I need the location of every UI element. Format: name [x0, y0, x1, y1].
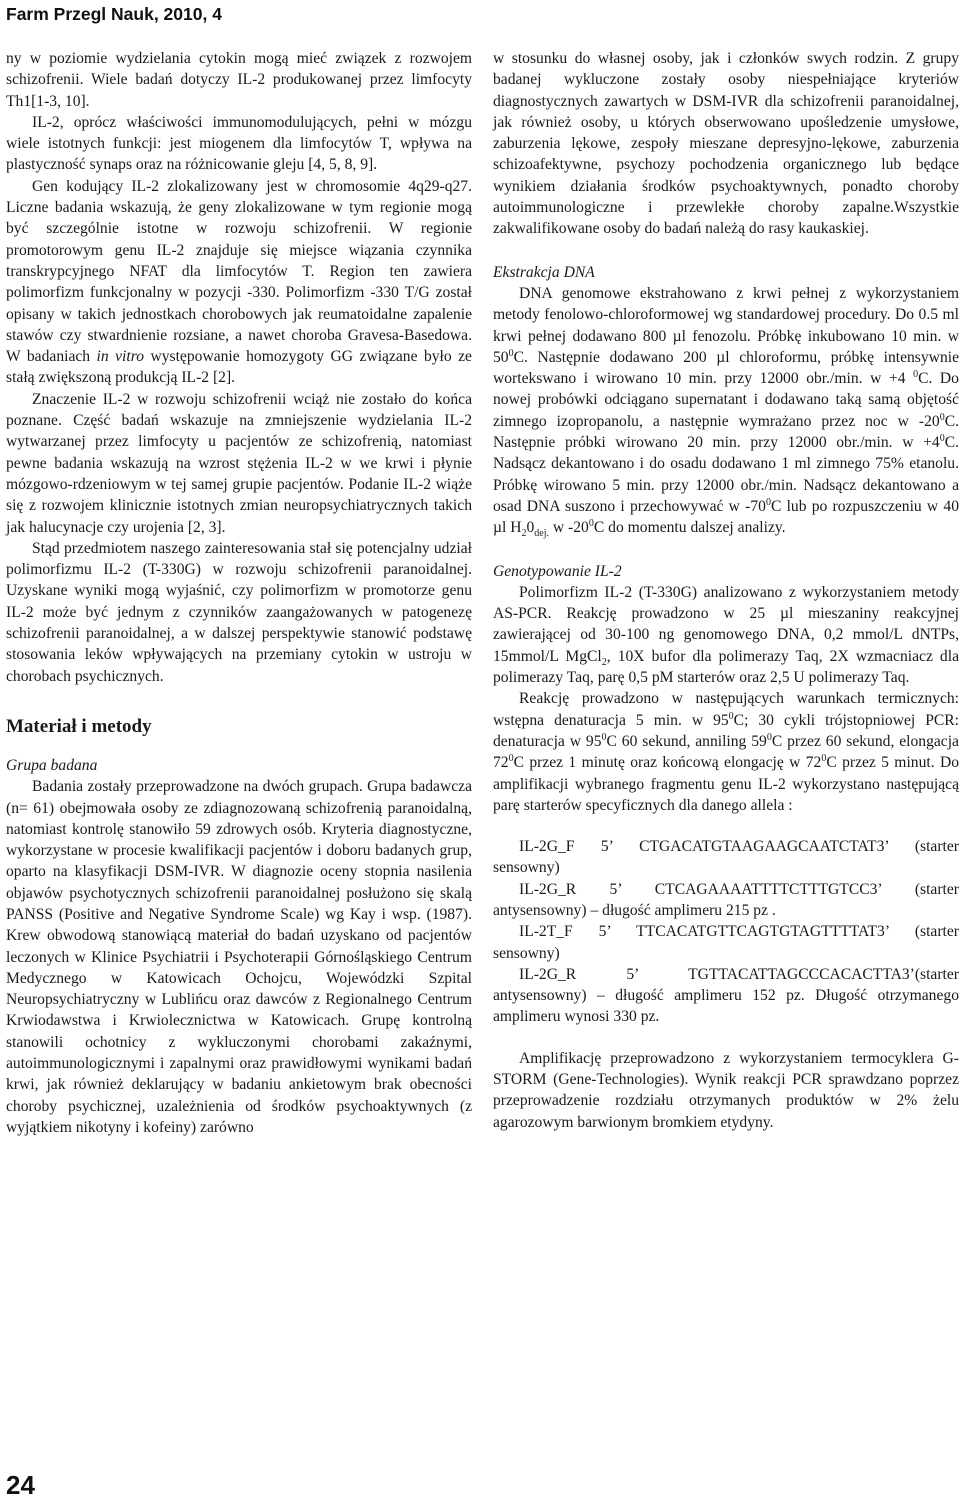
paragraph-text: C lub po rozpuszczeniu w 40 µl H	[493, 497, 959, 537]
spacer	[493, 1028, 959, 1048]
paragraph-text: w -20	[549, 519, 589, 537]
paragraph-text: Polimorfizm IL-2 (T-330G) analizowano z wykorzystaniem metody AS-PCR. Reakcję prowadzono w 25 µl mieszaniny reakcyjnej zawierającej od 30-100 ng genomowego DNA, 0,2 mmol/L dNTPs, 15mmol/L MgCl	[493, 583, 959, 665]
paragraph-text: C 60 sekund, anniling 59	[606, 732, 767, 750]
italic-term: in vitro	[96, 348, 145, 366]
page-number: 24	[6, 1470, 35, 1500]
superscript: 0	[765, 496, 771, 508]
superscript: 0	[601, 731, 607, 743]
paragraph	[493, 283, 959, 539]
paragraph-text: DNA genomowe ekstrahowano z krwi pełnej z wykorzystaniem metody fenolowo-chloroformowej wg standardowej procedury. Do 0.5 ml krwi pełnej dodawano 800 µl fenozolu. Próbkę inkubowano 10 min. w 50	[493, 284, 959, 366]
paragraph: ny w poziomie wydzielania cytokin mogą mieć związek z rozwojem schizofrenii. Wiele badań dotyczy IL-2 produkowanej przez limfocyty Th1[1-3, 10].	[6, 50, 472, 110]
paragraph-text: C. Nadsącz dekantowano i do osadu dodawano 1 ml zimnego 75% etanolu. Próbkę wirowano 5 min. przy 12000 obr./min. Nadsącz dekantowano a osad DNA suszono i przechowywać w -70	[493, 434, 959, 515]
spacer	[493, 816, 959, 836]
superscript: 0	[508, 347, 514, 359]
paragraph-text: Gen kodujący IL-2 zlokalizowany jest w chromosomie 4q29-q27. Liczne badania wskazują, że geny zlokalizowane w tym regionie mogą być szczególnie istotne w rozwoju schizofrenii. W regionie promotorowym genu IL-2 znajduje się miejsce wiązania czynnika transkrypcyjnego NFAT dla limfocytów T. Region ten zawiera polimorfizm funkcjonalny w pozycji -330. Polimorfizm -330 T/G został opisany w takich jednostkach chorobowych jak reumatoidalne zapalenie stawów czy stwardnienie rozsiane, a nawet choroba Gravesa-Basedowa. W badaniach	[6, 177, 472, 366]
paragraph: Badania zostały przeprowadzone na dwóch grupach. Grupa badawcza (n= 61) obejmowała osoby ze zdiagnozowaną schizofrenią paranoidalną, natomiast kontrolę stanowiło 59 zdrowych osób. Kryteria diagnostyczne, wykorzystane w procesie kwalifikacji pacjentów i doboru badanych grup, oparto na klasyfikacji DSM-IVR. W diagnozie oceny stopnia nasilenia objawów psychotycznych schizofrenii paranoidalnej posłużono się skalą PANSS (Positive and Negative Syndrome Scale) wg Kay i wsp. (1987). Krew obwodową stanowiącą materiał do badań uzyskano od pacjentów leczonych w Klinice Psychiatrii i Psychoterapii Górnośląskiego Centrum Medycznego w Katowicach Ochojcu, Wojewódzki Szpital Neuropsychiatryczny w Lublińcu oraz dawców z Regionalnego Centrum Krwiodawstwa i Krwiolecznictwa w Katowicach. Grupę kontrolną stanowili ochotnicy z wykluczonymi chorobami zakaźnymi, autoimmunologicznymi i zapalnymi oraz prawidłowymi wynikami badań krwi, jak również deklarujący w badaniu ankietowym brak obecności choroby psychicznej, uzależnienia od środków psychoaktywnych (z wyjątkiem nikotyny i kofeiny) zarówno	[6, 778, 472, 1136]
paragraph-text: C. Następnie próbki wirowano 20 min. przy 12000 obr./min. w +4	[493, 412, 959, 452]
paragraph	[493, 688, 959, 816]
primer-sequence: IL-2G_R 5’ TGTTACATTAGCCCACACTTA3’(starter antysensowny) – długość amplimeru 152 pz. Długość otrzymanego amplimeru wynosi 330 pz.	[493, 965, 959, 1026]
spacer	[493, 240, 959, 262]
subsection-title: Ekstrakcja DNA	[493, 263, 595, 281]
superscript: 0	[766, 731, 772, 743]
subsection-title: Grupa badana	[6, 756, 98, 774]
paragraph-text: C do momentu dalszej analizy.	[593, 519, 786, 537]
paragraph-text: C. Następnie dodawano 200 µl chloroformu, próbkę intensywnie wortekswano i wirowano 10 min. przy 12000 obr./min. w +4	[493, 348, 959, 388]
paragraph-text: C. Do nowej probówki odciągano supernatant i dodawano taką samą objętość zimnego izopropanolu, a następnie wymrażano przez noc w -20	[493, 370, 959, 430]
paragraph: Znaczenie IL-2 w rozwoju schizofrenii wciąż nie zostało do końca poznane. Część badań wskazuje na zmniejszenie wydzielania IL-2 wytwarzanej przez limfocyty u pacjentów ze schizofrenią, natomiast pewne badania wskazują na wzrost stężenia IL-2 w we krwi i płynie mózgowo-rdzeniowym w tej samej grupie pacjentów. Podanie IL-2 wiąże się z rozwojem klinicznie istotnych zmian neuropsychiatrycznych takich jak halucynacje czy urojenia [2, 3].	[6, 390, 472, 536]
paragraph	[493, 582, 959, 688]
paragraph-text: C przez 60 sekund, elongacja 72	[493, 732, 959, 772]
primer-sequence: IL-2G_R 5’ CTCAGAAAATTTTCTTTGTCC3’ (starter antysensowny) – długość amplimeru 215 pz .	[493, 880, 959, 919]
subscript: 2	[601, 656, 607, 668]
paragraph-text: Reakcję prowadzono w następujących warunkach termicznych: wstępna denaturacja 5 min. w 95	[493, 690, 959, 729]
subsection-title: Genotypowanie IL-2	[493, 562, 622, 580]
superscript: 0	[913, 368, 919, 380]
superscript: 0	[821, 753, 827, 765]
paragraph-text: 0	[526, 519, 535, 537]
primer-sequence: IL-2G_F 5’ CTGACATGTAAGAAGCAATCTAT3’ (starter sensowny)	[493, 838, 959, 877]
superscript: 0	[939, 411, 945, 423]
paragraph-text: występowanie homozygoty GG związane było ze stałą zwiększoną produkcją IL-2 [2].	[6, 348, 472, 387]
subscript: 2	[521, 528, 527, 540]
section-title: Materiał i metody	[6, 715, 152, 737]
left-column	[6, 48, 472, 1138]
paragraph-text: C przez 5 minut. Do amplifikacji wybranego fragmentu genu IL-2 wykorzystano następującą parę starterów specyficznych dla danego allela :	[493, 754, 959, 814]
paragraph-text: C przez 1 minutę oraz końcową elongację w 72	[513, 754, 822, 772]
superscript: 0	[728, 710, 734, 722]
primer-sequence: IL-2T_F 5’ TTCACATGTTCAGTGTAGTTTTAT3’ (starter sensowny)	[493, 923, 959, 962]
paragraph: Amplifikację przeprowadzono z wykorzystaniem termocyklera G-STORM (Gene-Technologies). Wynik reakcji PCR sprawdzano poprzez przeprowadzenie rozdziału otrzymanych produktów w 2% żelu agarozowym barwionym bromkiem etydyny.	[493, 1049, 959, 1131]
superscript: 0	[508, 753, 514, 765]
spacer	[493, 539, 959, 561]
paragraph: w stosunku do własnej osoby, jak i członków swych rodzin. Z grupy badanej wykluczone zostały osoby niespełniające kryteriów diagnostycznych zawartych w DSM-IVR dla schizofrenii paranoidalnej, jak również osoby, u których obserwowano upośledzenie umysłowe, zaburzenia lękowe, zespoły mieszane depresyjno-lękowe, zaburzenia schizoafektywne, psychozy pochodzenia organicznego lub będące wynikiem działania środków psychoaktywnych, ponadto choroby autoimmunologiczne i przewlekłe choroby zapalne.Wszystkie zakwalifikowane osoby do badań należą do rasy kaukaskiej.	[493, 50, 959, 238]
superscript: 0	[588, 518, 594, 530]
paragraph-text: , 10X bufor dla polimerazy Taq, 2X wzmacniacz dla polimerazy Taq, parę 0,5 pM starterów oraz 2,5 U polimerazy Taq.	[493, 647, 959, 687]
superscript: 0	[939, 432, 945, 444]
paragraph: Stąd przedmiotem naszego zainteresowania stał się potencjalny udział polimorfizmu IL-2 (T-330G) w rozwoju schizofrenii paranoidalnej. Uzyskane wyniki mogą wyjaśnić, czy polimorfizm w promotorze genu IL-2 może być jednym z czynników zaangażowanych w patogenezę schizofrenii paranoidalnej, a w dalszej perspektywie stanowić podstawę stosowania leków wpływających na przemiany cytokin w ustroju w chorobach psychicznych.	[6, 539, 472, 685]
paragraph: IL-2, oprócz właściwości immunomodulujących, pełni w mózgu wiele istotnych funkcji: jest miogenem dla limfocytów T, wpływa na plastyczność synaps oraz na różnicowanie gleju [4, 5, 8, 9].	[6, 113, 472, 174]
journal-header: Farm Przegl Nauk, 2010, 4	[6, 4, 222, 24]
paragraph-text: C; 30 cykli trójstopniowej PCR: denaturacja w 95	[493, 711, 959, 750]
paragraph	[6, 176, 472, 389]
subscript: dej.	[534, 528, 549, 540]
right-column	[493, 48, 959, 1133]
